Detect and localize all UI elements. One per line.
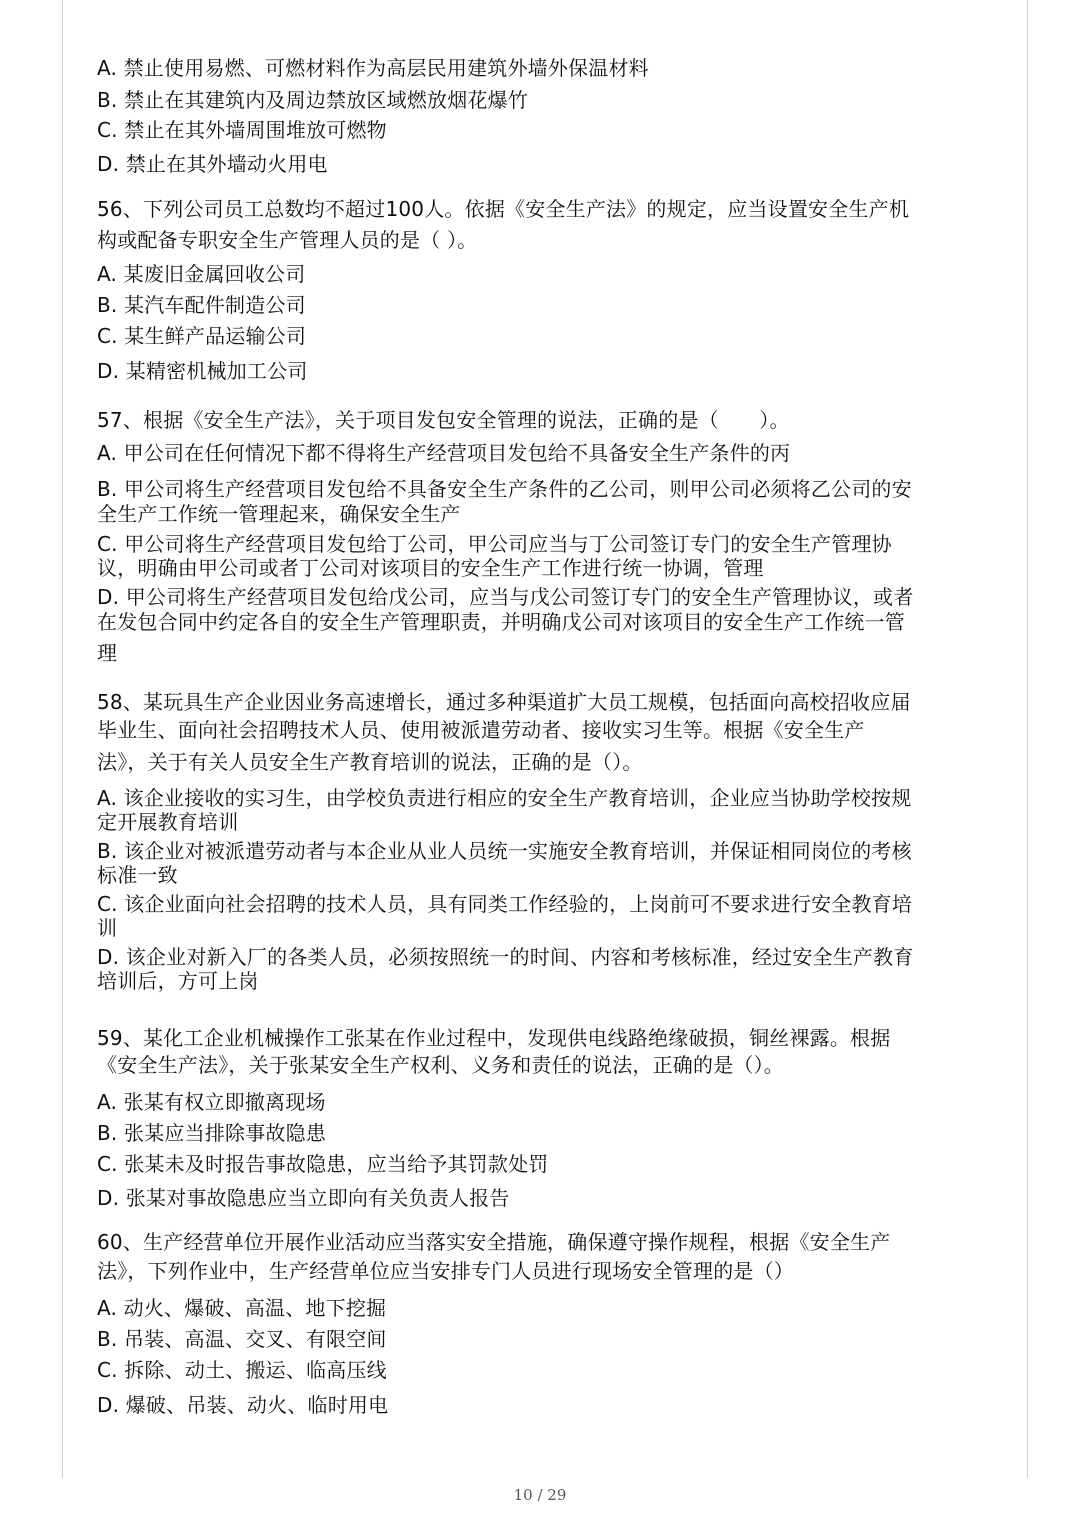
- q60-option-d: D. 爆破、吊装、动火、临时用电: [97, 1393, 389, 1417]
- q60-option-b: B. 吊装、高温、交叉、有限空间: [97, 1327, 387, 1351]
- q55-option-d: D. 禁止在其外墙动火用电: [97, 152, 328, 176]
- q55-option-a: A. 禁止使用易燃、可燃材料作为高层民用建筑外墙外保温材料: [97, 56, 649, 80]
- q56-stem-line-1: 56、下列公司员工总数均不超过100人。依据《安全生产法》的规定，应当设置安全生产机: [97, 197, 910, 221]
- right-margin-rule: [1027, 0, 1028, 1478]
- q55-option-b: B. 禁止在其建筑内及周边禁放区域燃放烟花爆竹: [97, 88, 529, 112]
- q58-option-c-line-1: C. 该企业面向社会招聘的技术人员，具有同类工作经验的，上岗前可不要求进行安全教育培: [97, 892, 913, 916]
- q59-option-a: A. 张某有权立即撤离现场: [97, 1090, 326, 1114]
- left-margin-rule: [62, 0, 63, 1478]
- q57-option-c-line-1: C. 甲公司将生产经营项目发包给丁公司，甲公司应当与丁公司签订专门的安全生产管理协: [97, 532, 892, 556]
- q57-option-d-line-3: 理: [97, 641, 118, 665]
- q58-option-b-line-2: 标准一致: [97, 863, 178, 887]
- q58-stem-line-3: 法》，关于有关人员安全生产教育培训的说法，正确的是（）。: [97, 750, 643, 774]
- q58-option-a-line-1: A. 该企业接收的实习生，由学校负责进行相应的安全生产教育培训，企业应当协助学校按规: [97, 786, 912, 810]
- q57-stem-line-1: 57、根据《安全生产法》，关于项目发包安全管理的说法，正确的是（ ）。: [97, 408, 790, 432]
- q59-option-c: C. 张某未及时报告事故隐患，应当给予其罚款处罚: [97, 1152, 549, 1176]
- q56-stem-line-2: 构或配备专职安全生产管理人员的是（ ）。: [97, 228, 478, 252]
- q58-option-b-line-1: B. 该企业对被派遣劳动者与本企业从业人员统一实施安全教育培训，并保证相同岗位的考核: [97, 839, 912, 863]
- q60-option-c: C. 拆除、动土、搬运、临高压线: [97, 1358, 387, 1382]
- q59-option-d: D. 张某对事故隐患应当立即向有关负责人报告: [97, 1186, 510, 1210]
- q57-option-a-line-1: A. 甲公司在任何情况下都不得将生产经营项目发包给不具备安全生产条件的丙: [97, 441, 791, 465]
- page-number: 10 / 29: [513, 1486, 567, 1504]
- q60-option-a: A. 动火、爆破、高温、地下挖掘: [97, 1296, 387, 1320]
- q58-option-d-line-2: 培训后，方可上岗: [97, 969, 259, 993]
- q56-option-a: A. 某废旧金属回收公司: [97, 262, 306, 286]
- q56-option-b: B. 某汽车配件制造公司: [97, 293, 306, 317]
- q57-option-b-line-1: B. 甲公司将生产经营项目发包给不具备安全生产条件的乙公司，则甲公司必须将乙公司的安: [97, 477, 912, 501]
- q59-stem-line-1: 59、某化工企业机械操作工张某在作业过程中，发现供电线路绝缘破损，铜丝裸露。根据: [97, 1026, 891, 1050]
- q60-stem-line-2: 法》，下列作业中，生产经营单位应当安排专门人员进行现场安全管理的是（）: [97, 1259, 794, 1283]
- q57-option-c-line-2: 议，明确由甲公司或者丁公司对该项目的安全生产工作进行统一协调，管理: [97, 556, 764, 580]
- q55-option-c: C. 禁止在其外墙周围堆放可燃物: [97, 118, 387, 142]
- q59-stem-line-2: 《安全生产法》，关于张某安全生产权利、义务和责任的说法，正确的是（）。: [97, 1053, 784, 1077]
- q56-option-c: C. 某生鲜产品运输公司: [97, 324, 307, 348]
- q58-option-c-line-2: 训: [97, 916, 118, 940]
- q58-option-d-line-1: D. 该企业对新入厂的各类人员，必须按照统一的时间、内容和考核标准，经过安全生产教育: [97, 945, 914, 969]
- q58-option-a-line-2: 定开展教育培训: [97, 810, 239, 834]
- q57-option-d-line-2: 在发包合同中约定各自的安全生产管理职责，并明确戊公司对该项目的安全生产工作统一管: [97, 610, 905, 634]
- q58-stem-line-2: 毕业生、面向社会招聘技术人员、使用被派遣劳动者、接收实习生等。根据《安全生产: [97, 718, 865, 742]
- q59-option-b: B. 张某应当排除事故隐患: [97, 1121, 327, 1145]
- q57-option-b-line-2: 全生产工作统一管理起来，确保安全生产: [97, 502, 461, 526]
- q57-option-d-line-1: D. 甲公司将生产经营项目发包给戊公司，应当与戊公司签订专门的安全生产管理协议，或者: [97, 585, 914, 609]
- q58-stem-line-1: 58、某玩具生产企业因业务高速增长，通过多种渠道扩大员工规模，包括面向高校招收应届: [97, 690, 911, 714]
- q60-stem-line-1: 60、生产经营单位开展作业活动应当落实安全措施，确保遵守操作规程，根据《安全生产: [97, 1230, 891, 1254]
- q56-option-d: D. 某精密机械加工公司: [97, 359, 308, 383]
